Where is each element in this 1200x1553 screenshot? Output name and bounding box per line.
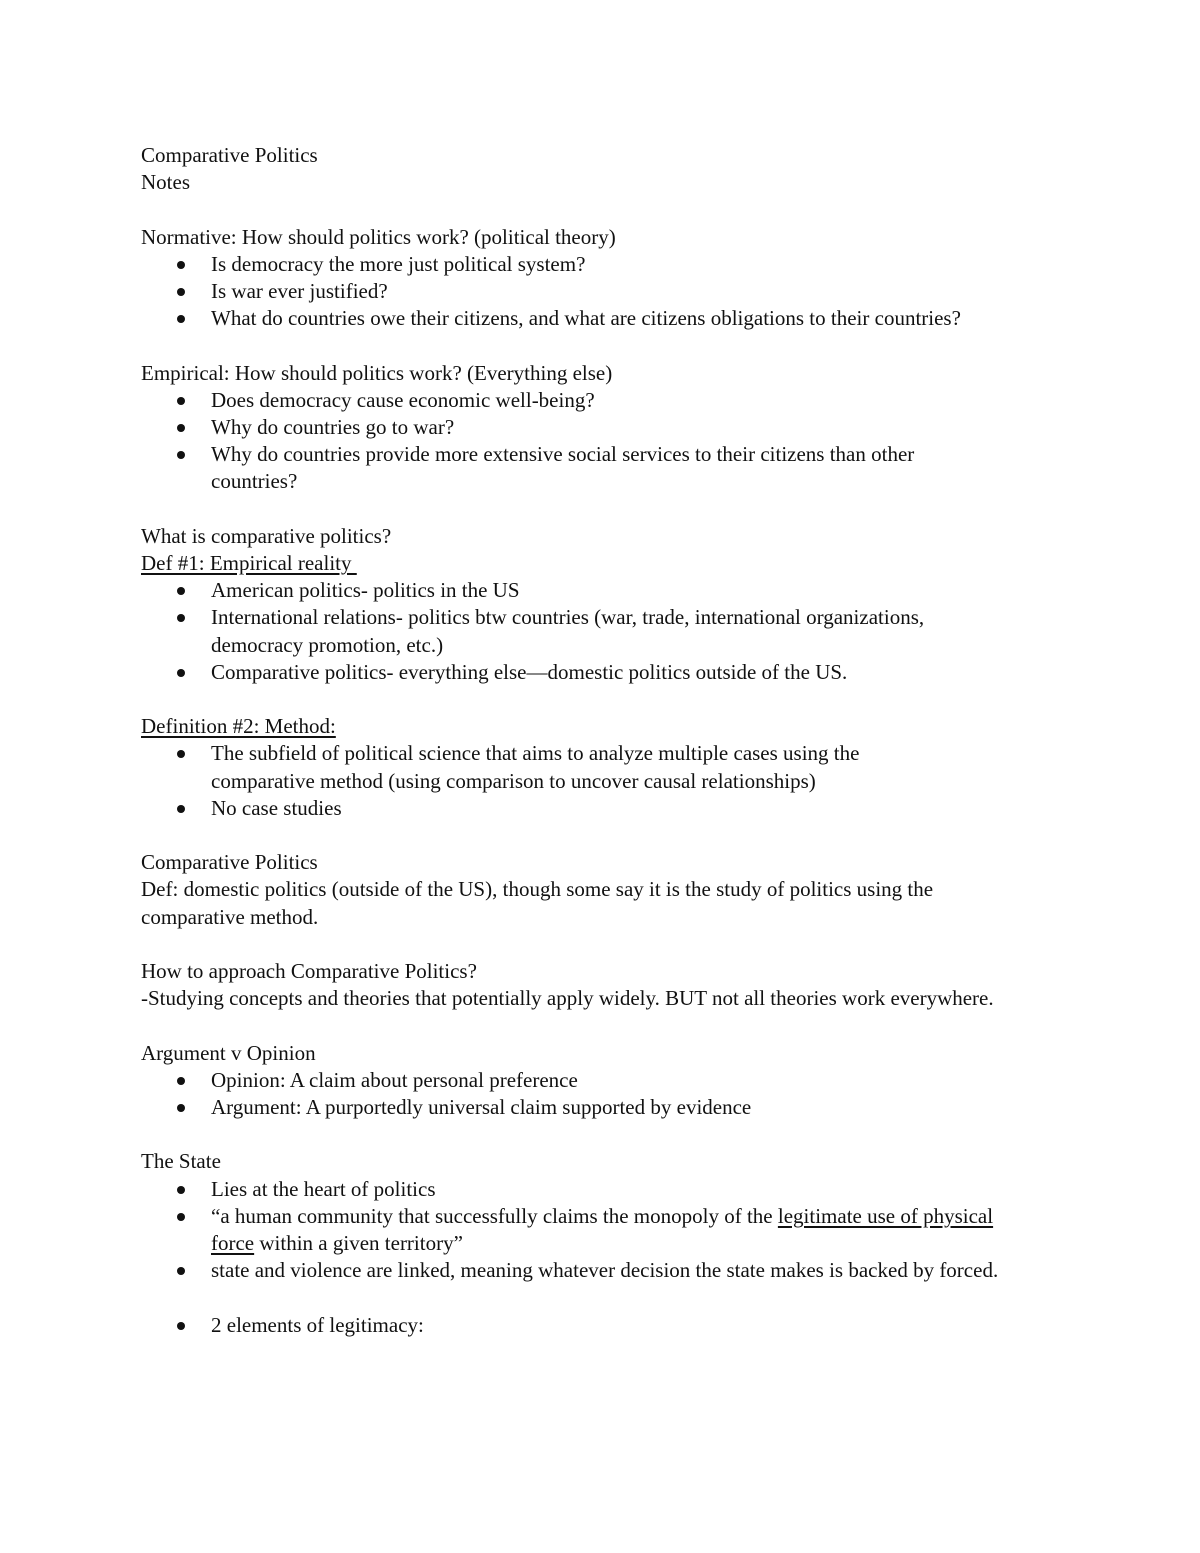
- list-item: Does democracy cause economic well-being?: [141, 387, 1101, 414]
- def1-list: [141, 577, 1101, 686]
- approach-heading: How to approach Comparative Politics?: [141, 959, 477, 983]
- approach-text: -Studying concepts and theories that potentially apply widely. BUT not all theories work everywhere.: [141, 986, 994, 1011]
- list-item: Why do countries provide more extensive social services to their citizens than other countries?: [141, 441, 1101, 495]
- argument-list: [141, 1067, 1101, 1121]
- what-is-heading: What is comparative politics?: [141, 523, 392, 548]
- argument-heading: Argument v Opinion: [141, 1040, 316, 1065]
- list-item: Opinion: A claim about personal preference: [141, 1067, 1101, 1094]
- empirical-list: [141, 387, 1101, 496]
- document-title: Comparative Politics: [141, 143, 318, 167]
- list-item: American politics- politics in the US: [141, 577, 1101, 604]
- quote-underlined-text: legitimate use of physical force: [211, 1203, 994, 1255]
- state-heading: The State: [141, 1149, 221, 1174]
- list-item: Lies at the heart of politics: [141, 1176, 1101, 1203]
- state-list-continued: [141, 1312, 1101, 1339]
- comp-politics-def: Def: domestic politics (outside of the US), though some say it is the study of politics using the comparative method.: [141, 877, 939, 929]
- list-item: What do countries owe their citizens, and what are citizens obligations to their countries?: [141, 305, 1101, 332]
- list-item: No case studies: [141, 795, 1101, 822]
- list-item: Comparative politics- everything else—domestic politics outside of the US.: [141, 659, 1101, 686]
- list-item: 2 elements of legitimacy:: [141, 1312, 1101, 1339]
- definition2-list: [141, 740, 1101, 822]
- normative-list: [141, 251, 1101, 333]
- list-item: state and violence are linked, meaning whatever decision the state makes is backed by forced.: [141, 1257, 1101, 1284]
- quote-text-start: “a human community that successfully claims the monopoly of the: [211, 1203, 778, 1228]
- def1-heading: Def #1: Empirical reality: [141, 551, 357, 575]
- list-item: Argument: A purportedly universal claim supported by evidence: [141, 1094, 1101, 1121]
- empirical-heading: Empirical: How should politics work? (Everything else): [141, 360, 613, 385]
- comp-politics-heading: Comparative Politics: [141, 850, 318, 875]
- list-item: International relations- politics btw countries (war, trade, international organizations, democracy promotion, etc.): [141, 604, 1101, 658]
- state-list: [141, 1176, 1101, 1285]
- list-item: Why do countries go to war?: [141, 414, 1101, 441]
- list-item: The subfield of political science that aims to analyze multiple cases using the comparative method (using comparison to uncover causal relationships): [141, 740, 1101, 794]
- definition2-heading: Definition #2: Method:: [141, 714, 336, 739]
- list-item: Is democracy the more just political system?: [141, 251, 1101, 278]
- document-body: [141, 142, 1101, 1339]
- document-subtitle: Notes: [141, 170, 190, 195]
- list-item: Is war ever justified?: [141, 278, 1101, 305]
- normative-heading: Normative: How should politics work? (political theory): [141, 224, 616, 249]
- quote-text-end: within a given territory”: [254, 1231, 463, 1255]
- list-item-quote: [141, 1203, 1101, 1257]
